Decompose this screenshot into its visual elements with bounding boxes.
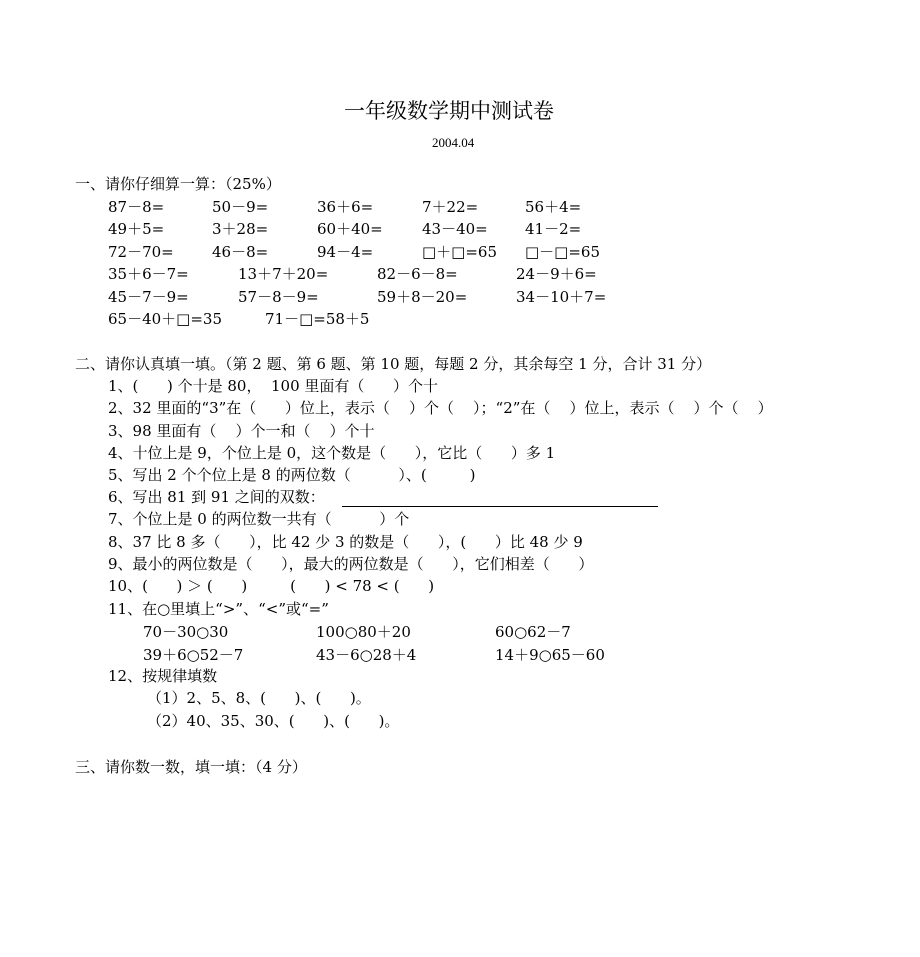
calc-item: 87－8=: [108, 198, 165, 216]
calc-item: 7＋22=: [422, 198, 479, 216]
section-1-heading: 一、请你仔细算一算：（25%）: [75, 175, 281, 193]
calc-item: 59＋8－20=: [377, 288, 468, 306]
compare-item: 43－6○28＋4: [316, 646, 417, 664]
section-2-heading: 二、请你认真填一填。（第 2 题、第 6 题、第 10 题，每题 2 分，其余每空 1 分，合计 31 分）: [75, 355, 712, 373]
calc-item: 3＋28=: [212, 220, 269, 238]
calc-item: 60＋40=: [317, 220, 383, 238]
fill-item-12: 12、按规律填数: [108, 667, 218, 685]
calc-item: 56＋4=: [525, 198, 582, 216]
fill-item-7: 7、个位上是 0 的两位数一共有（ ）个: [108, 510, 410, 528]
calc-item: □＋□=65: [422, 243, 498, 261]
exam-date: 2004.04: [432, 135, 475, 150]
fill-item-4: 4、十位上是 9，个位上是 0，这个数是（ ），它比（ ）多 1: [108, 444, 556, 462]
compare-item: 39＋6○52－7: [143, 646, 244, 664]
fill-item-3: 3、98 里面有（ ）个一和（ ）个十: [108, 422, 375, 440]
calc-item: 72－70=: [108, 243, 174, 261]
answer-line: [342, 506, 658, 507]
section-3-heading: 三、请你数一数，填一填：（4 分）: [75, 758, 307, 776]
calc-item: 36＋6=: [317, 198, 374, 216]
fill-item-5: 5、写出 2 个个位上是 8 的两位数（ ）、( ): [108, 466, 476, 484]
calc-item: 45－7－9=: [108, 288, 189, 306]
calc-item: 35＋6－7=: [108, 265, 189, 283]
calc-item: 50－9=: [212, 198, 269, 216]
calc-item: 57－8－9=: [238, 288, 319, 306]
fill-item-9: 9、最小的两位数是（ ），最大的两位数是（ ），它们相差（ ）: [108, 555, 594, 573]
fill-item-8: 8、37 比 8 多（ ），比 42 少 3 的数是（ ），( ）比 48 少 9: [108, 533, 583, 551]
calc-item: 94－4=: [317, 243, 374, 261]
pattern-item: （2）40、35、30、( )、( )。: [147, 712, 400, 730]
calc-item: 41－2=: [525, 220, 582, 238]
fill-item-10: 10、( ) ＞ ( ) ( ) < 78 < ( ): [108, 577, 435, 595]
calc-item: 43－40=: [422, 220, 488, 238]
compare-item: 14＋9○65－60: [495, 646, 605, 664]
calc-item: 65－40＋□=35: [108, 310, 223, 328]
calc-item: 34－10＋7=: [516, 288, 607, 306]
compare-item: 60○62－7: [495, 623, 571, 641]
fill-item-1: 1、( ) 个十是 80， 100 里面有（ ）个十: [108, 377, 439, 395]
compare-item: 100○80＋20: [316, 623, 411, 641]
calc-item: 82－6－8=: [377, 265, 458, 283]
fill-item-2: 2、32 里面的“3”在（ ）位上，表示（ ）个（ ）；“2”在（ ）位上，表示（ ）个（ ）: [108, 399, 773, 417]
page-title: 一年级数学期中测试卷: [344, 99, 554, 123]
fill-item-6: 6、写出 81 到 91 之间的双数：: [108, 488, 325, 506]
calc-item: 71－□=58＋5: [265, 310, 370, 328]
fill-item-11: 11、在○里填上“>”、“<”或“=”: [108, 600, 329, 618]
calc-item: 13＋7＋20=: [238, 265, 329, 283]
calc-item: □－□=65: [525, 243, 601, 261]
calc-item: 46－8=: [212, 243, 269, 261]
calc-item: 24－9＋6=: [516, 265, 597, 283]
pattern-item: （1）2、5、8、( )、( )。: [147, 689, 371, 707]
calc-item: 49＋5=: [108, 220, 165, 238]
compare-item: 70－30○30: [143, 623, 229, 641]
